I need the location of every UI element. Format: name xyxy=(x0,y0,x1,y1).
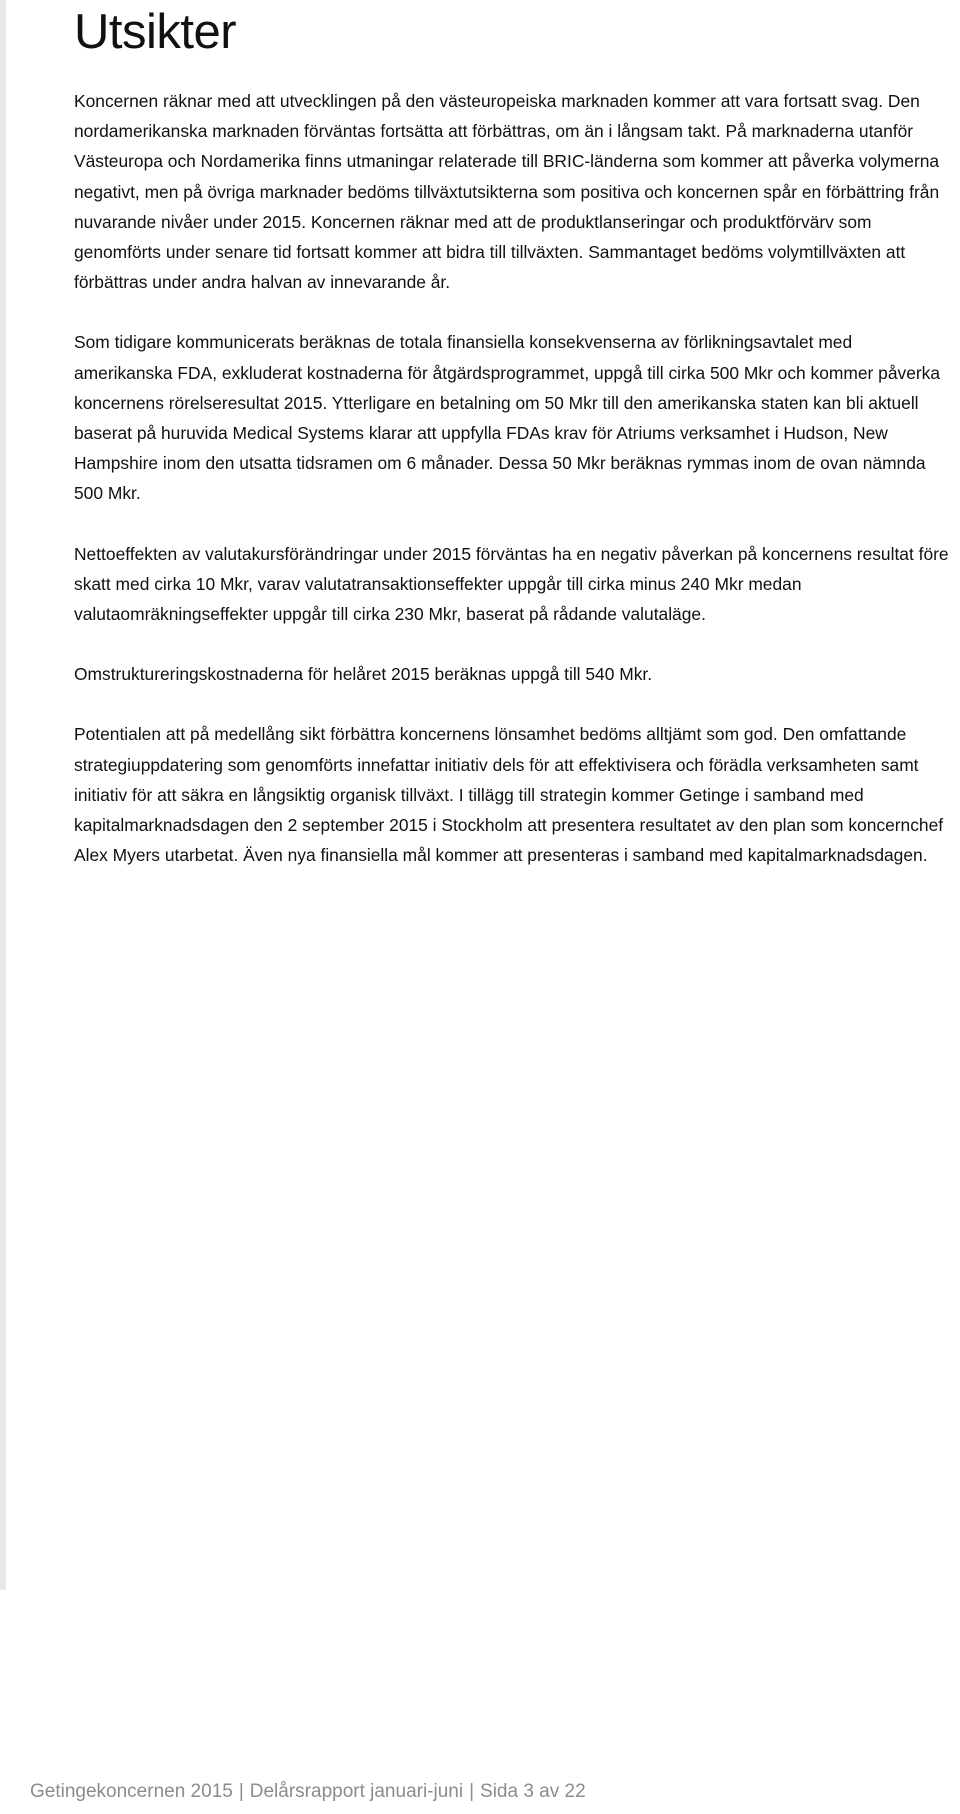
footer-separator: | xyxy=(238,1781,244,1802)
footer-separator: | xyxy=(469,1781,475,1802)
footer-page-number: Sida 3 av 22 xyxy=(480,1781,586,1802)
paragraph-currency-effects: Nettoeffekten av valutakursförändringar under 2015 förväntas ha en negativ påverkan på koncernens resultat före skatt med cirka 10 Mkr, varav valutatransaktionseffekter uppgår till cirka minus 240 Mkr medan valutaomräkningseffekter uppgår till cirka 230 Mkr, baserat på rådande valutaläge. xyxy=(74,543,949,625)
body-text xyxy=(74,86,954,900)
paragraph-outlook-markets: Koncernen räknar med att utvecklingen på den västeuropeiska marknaden kommer att vara fortsatt svag. Den nordamerikanska marknaden förväntas fortsätta att förbättras, om än i långsam takt. På marknaderna utanför Västeuropa och Nordamerika finns utmaningar relaterade till BRIC-länderna som kommer att påverka volymerna negativt, men på övriga marknader bedöms tillväxtutsikterna som positiva och koncernen spår en förbättring från nuvarande nivåer under 2015. Koncernen räknar med att de produktlanseringar och produktförvärv som genomförts under senare tid fortsatt kommer att bidra till tillväxten. Sammantaget bedöms volymtillväxten att förbättras under andra halvan av innevarande år. xyxy=(74,91,940,293)
left-margin-rule xyxy=(0,0,6,1590)
footer-company: Getingekoncernen 2015 xyxy=(30,1781,233,1802)
paragraph-restructuring-costs: Omstruktureringskostnaderna för helåret 2015 beräknas uppgå till 540 Mkr. xyxy=(74,664,653,685)
page-title: Utsikter xyxy=(74,5,237,59)
paragraph-fda-settlement: Som tidigare kommunicerats beräknas de totala finansiella konsekvenserna av förlikningsavtalet med amerikanska FDA, exkluderat kostnaderna för åtgärdsprogrammet, uppgå till cirka 500 Mkr och kommer påverka koncernens rörelseresultat 2015. Ytterligare en betalning om 50 Mkr till den amerikanska staten kan bli aktuell baserat på huruvida Medical Systems klarar att uppfylla FDAs krav för Atriums verksamhet i Hudson, New Hampshire inom den utsatta tidsramen om 6 månader. Dessa 50 Mkr beräknas rymmas inom de ovan nämnda 500 Mkr. xyxy=(74,332,941,504)
page-footer xyxy=(30,1780,586,1804)
footer-report: Delårsrapport januari-juni xyxy=(249,1781,464,1802)
paragraph-profitability-potential: Potentialen att på medellång sikt förbättra koncernens lönsamhet bedöms alltjämt som god. Den omfattande strategiuppdatering som genomförts innefattar initiativ dels för att effektivisera och förädla verksamheten samt initiativ för att säkra en långsiktig organisk tillväxt. I tillägg till strategin kommer Getinge i samband med kapitalmarknadsdagen den 2 september 2015 i Stockholm att presentera resultatet av den plan som koncernchef Alex Myers utarbetat. Även nya finansiella mål kommer att presenteras i samband med kapitalmarknadsdagen. xyxy=(74,724,944,866)
